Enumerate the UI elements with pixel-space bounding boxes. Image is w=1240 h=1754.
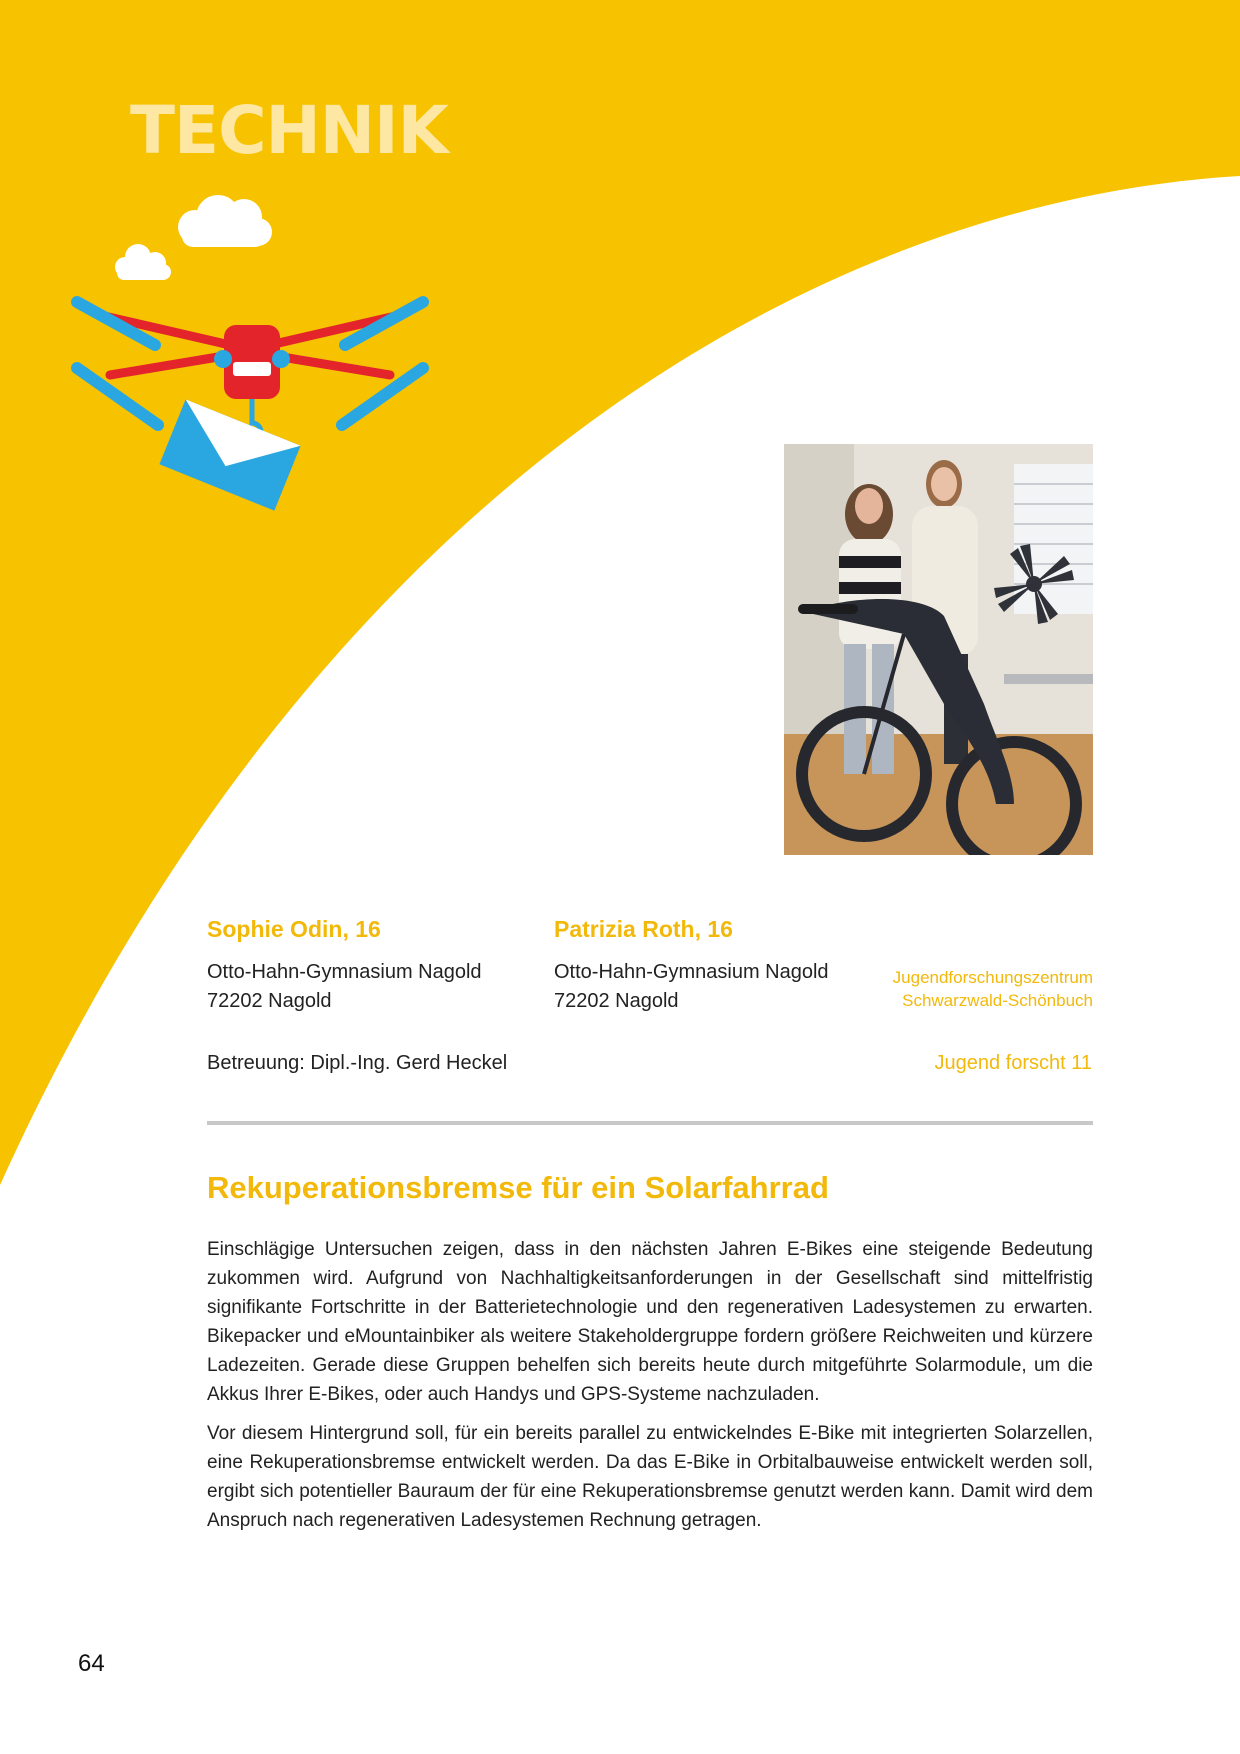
team-photo [784,444,1093,855]
section-title: TECHNIK [130,92,448,169]
drone-with-envelope-icon [70,195,450,545]
research-center-line2: Schwarzwald-Schönbuch [902,991,1093,1010]
school-city: 72202 Nagold [554,990,679,1012]
cloud-icon [178,195,272,247]
author-name-1: Sophie Odin, 16 [207,916,381,942]
research-center [893,966,1093,1012]
school-name: Otto-Hahn-Gymnasium Nagold [554,961,829,983]
research-center-line1: Jugendforschungszentrum [892,968,1093,987]
author-1-school [207,958,482,1016]
category-label: Jugend forscht 11 [934,1052,1092,1074]
school-city: 72202 Nagold [207,990,332,1012]
team-photo-icon [784,444,1093,855]
page-number: 64 [78,1650,105,1677]
paragraph-1: Einschlägige Untersuchen zeigen, dass in den nächsten Jahren E-Bikes eine steigende Bedeutung zukommen wird. Aufgrund von Nachhaltigkeitsanforderungen in der Gesellschaft sind mittelfristig signifikante Fortschritte in der Batterietechnologie und den regenerativen Ladesystemen zu erwarten. Bikepacker und eMountainbiker als weitere Stakeholdergruppe fordern größere Reichweiten und kürzere Ladezeiten. Gerade diese Gruppen behelfen sich bereits heute durch mitgeführte Solarmodule, um die Akkus Ihrer E-Bikes, oder auch Handys und GPS-Systeme nachzuladen. [207,1239,1093,1405]
author-2-school [554,958,829,1016]
cloud-icon [115,244,171,280]
supervision: Betreuung: Dipl.-Ing. Gerd Heckel [207,1052,508,1074]
school-name: Otto-Hahn-Gymnasium Nagold [207,961,482,983]
project-title: Rekuperationsbremse für ein Solarfahrrad [207,1170,829,1205]
divider [207,1121,1093,1125]
author-name-2: Patrizia Roth, 16 [554,916,733,942]
paragraph-2: Vor diesem Hintergrund soll, für ein bereits parallel zu entwickelndes E-Bike mit integrierten Solarzellen, eine Rekuperationsbremse entwickelt werden. Da das E-Bike in Orbitalbauweise entwickelt werden soll, ergibt sich potentieller Bauraum der für eine Rekuperationsbremse genutzt werden kann. Damit wird dem Anspruch nach regenerativen Ladesystemen Rechnung getragen. [207,1423,1093,1531]
project-description [207,1235,1093,1545]
